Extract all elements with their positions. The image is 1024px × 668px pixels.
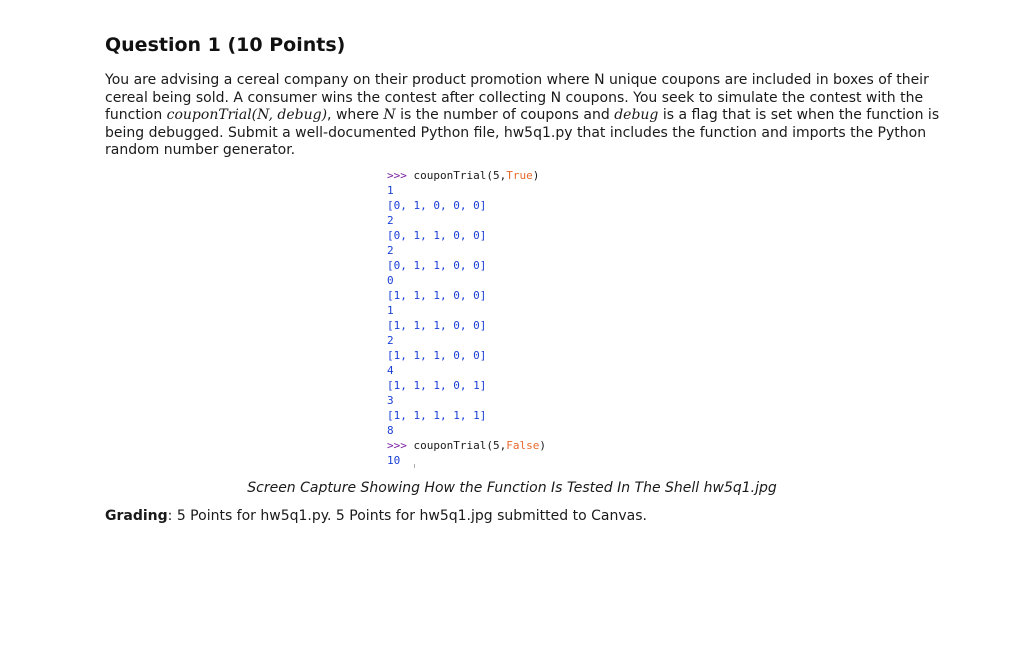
shell-call-true <box>387 168 546 183</box>
shell-output-line: 8 <box>387 424 394 437</box>
paragraph-line-2: cereal being sold. A consumer wins the contest after collecting N coupons. You seek to simulate the contest with the <box>105 89 924 106</box>
call-name: couponTrial(5, <box>413 439 507 452</box>
grading-text: : 5 Points for hw5q1.py. 5 Points for hw5q1.jpg submitted to Canvas. <box>167 508 647 524</box>
shell-output-line: 2 <box>387 334 394 347</box>
shell-output-line: 2 <box>387 244 394 257</box>
line3-prefix: function <box>105 107 167 124</box>
caption-text: Screen Capture Showing How the Function Is Tested In The Shell hw5q1.jpg <box>247 480 777 496</box>
shell-output-line: 0 <box>387 274 394 287</box>
shell-call-false <box>387 438 546 453</box>
shell-output-line: 3 <box>387 394 394 407</box>
shell-output-line: 1 <box>387 304 394 317</box>
paragraph-line-5: random number generator. <box>105 142 296 159</box>
text-cursor <box>414 464 415 468</box>
shell-output-line: 1 <box>387 184 394 197</box>
call-name: couponTrial(5, <box>413 169 507 182</box>
var-n: N <box>383 107 396 124</box>
shell-output-line: [0, 1, 1, 0, 0] <box>387 229 487 242</box>
figure-caption <box>0 480 1024 496</box>
shell-result: 10 <box>387 454 401 467</box>
paragraph-line-3 <box>105 107 940 125</box>
shell-output-line: [0, 1, 1, 0, 0] <box>387 259 487 272</box>
line3-suffix: is a flag that is set when the function is <box>658 107 940 124</box>
shell-output-line: 2 <box>387 214 394 227</box>
shell-prompt: >>> <box>387 439 414 452</box>
grading-label: Grading <box>105 508 168 524</box>
shell-output-line: [1, 1, 1, 1, 1] <box>387 409 487 422</box>
call-arg-false: False <box>506 439 540 452</box>
shell-output-line: [1, 1, 1, 0, 0] <box>387 349 487 362</box>
shell-output-line: [1, 1, 1, 0, 0] <box>387 319 487 332</box>
grading-line <box>105 508 647 524</box>
line3-mid2: is the number of coupons and <box>395 107 615 124</box>
function-signature: couponTrial(N, debug) <box>166 107 328 124</box>
question-title: Question 1 (10 Points) <box>105 34 346 56</box>
shell-screenshot <box>387 168 546 468</box>
call-close: ) <box>532 169 540 182</box>
question-paragraph <box>105 72 940 160</box>
shell-output-line: [0, 1, 0, 0, 0] <box>387 199 487 212</box>
shell-output-line: [1, 1, 1, 0, 1] <box>387 379 487 392</box>
shell-prompt: >>> <box>387 169 414 182</box>
paragraph-line-1: You are advising a cereal company on their product promotion where N unique coupons are included in boxes of their <box>105 72 929 88</box>
call-close: ) <box>539 439 546 452</box>
shell-output-line: 4 <box>387 364 394 377</box>
var-debug: debug <box>614 107 659 124</box>
line3-mid1: , where <box>327 107 384 124</box>
call-arg-true: True <box>506 169 533 182</box>
paragraph-line-4: being debugged. Submit a well-documented Python file, hw5q1.py that includes the function and imports the Python <box>105 124 927 141</box>
shell-outputs <box>387 183 546 438</box>
shell-output-line: [1, 1, 1, 0, 0] <box>387 289 487 302</box>
